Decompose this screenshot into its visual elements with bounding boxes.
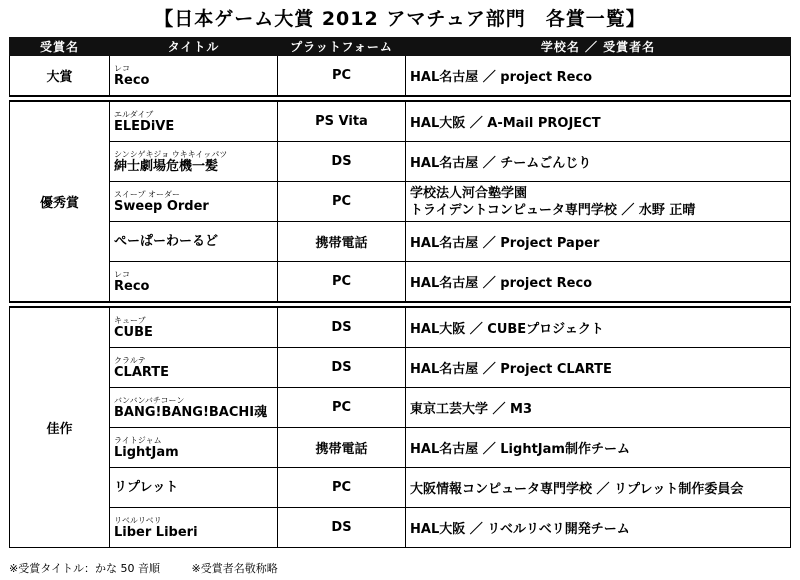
table-row [10,142,791,182]
table-row [10,348,791,388]
school-cell: HAL大阪 ／ CUBEプロジェクト [406,307,791,348]
school-cell: HAL名古屋 ／ Project CLARTE [406,348,791,388]
school-cell: HAL名古屋 ／ チームごんじり [406,142,791,182]
table-row [10,222,791,262]
table-row [10,56,791,97]
platform-cell: PC [278,56,406,97]
title-cell [110,307,278,348]
table-row [10,182,791,222]
title-name: LightJam [114,444,179,460]
title-ruby: シンシゲキジョ ウキキイッパツ [114,149,228,159]
school-cell [406,182,791,222]
title-ruby: キューブ [114,315,146,325]
header-school: 学校名 ／ 受賞者名 [406,38,791,56]
page-title: 【日本ゲーム大賞 2012 アマチュア部門 各賞一覧】 [154,8,646,30]
award-name: 優秀賞 [10,101,110,302]
table-row [10,508,791,548]
award-name: 佳作 [10,307,110,548]
school-line-2: トライデントコンピュータ専門学校 ／ 水野 正晴 [410,202,696,218]
title-name: Reco [114,278,150,294]
school-cell: HAL名古屋 ／ Project Paper [406,222,791,262]
title-name: Sweep Order [114,198,209,214]
school-cell: HAL名古屋 ／ project Reco [406,56,791,97]
awards-table [9,37,791,548]
table-row [10,428,791,468]
platform-cell: PC [278,468,406,508]
title-ruby: レコ [114,269,130,279]
school-cell: 東京工芸大学 ／ M3 [406,388,791,428]
school-cell: 大阪情報コンピュータ専門学校 ／ リプレット制作委員会 [406,468,791,508]
table-row [10,388,791,428]
award-name: 大賞 [10,56,110,97]
title-name: CUBE [114,324,153,340]
title-name: リプレット [114,480,179,495]
title-ruby: クラルテ [114,355,146,365]
title-cell [110,142,278,182]
title-name: Liber Liberi [114,524,198,540]
title-ruby: レコ [114,63,130,73]
platform-cell: 携帯電話 [278,222,406,262]
platform-cell: PS Vita [278,101,406,142]
table-row [10,101,791,142]
footnote-order: ※受賞タイトル：かな 50 音順 [9,562,160,575]
platform-cell: 携帯電話 [278,428,406,468]
platform-cell: DS [278,508,406,548]
title-cell [110,388,278,428]
school-line-1: 学校法人河合塾学園 [410,185,528,201]
platform-cell: PC [278,182,406,222]
header-platform: プラットフォーム [278,38,406,56]
title-ruby: スイープ オーダー [114,189,180,199]
platform-cell: PC [278,388,406,428]
title-name: ぺーぱーわーるど [114,234,219,249]
title-ruby: リベルリベリ [114,515,162,525]
platform-cell: DS [278,348,406,388]
footnotes [9,560,306,576]
table-row [10,307,791,348]
header-award: 受賞名 [10,38,110,56]
table-row [10,262,791,303]
title-cell [110,182,278,222]
table-row [10,468,791,508]
title-name: ELEDiVE [114,118,175,134]
title-cell [110,348,278,388]
title-name: BANG!BANG!BACHI魂 [114,404,268,420]
title-name: CLARTE [114,364,170,380]
title-cell [110,262,278,303]
title-ruby: エルダイブ [114,109,154,119]
title-ruby: ライトジャム [114,435,162,445]
header-title: タイトル [110,38,278,56]
title-ruby: バンバンバチコーン [114,395,185,405]
footnote-honorific: ※受賞者名敬称略 [191,562,278,575]
title-cell [110,468,278,508]
title-cell [110,428,278,468]
title-cell [110,222,278,262]
table-header-row [10,38,791,56]
platform-cell: DS [278,142,406,182]
platform-cell: PC [278,262,406,303]
title-cell [110,101,278,142]
platform-cell: DS [278,307,406,348]
title-name: Reco [114,72,150,88]
school-cell: HAL名古屋 ／ project Reco [406,262,791,303]
school-cell: HAL名古屋 ／ LightJam制作チーム [406,428,791,468]
title-cell [110,56,278,97]
title-cell [110,508,278,548]
school-cell: HAL大阪 ／ A-Mail PROJECT [406,101,791,142]
title-name: 紳士劇場危機一髪 [114,158,219,174]
school-cell: HAL大阪 ／ リベルリベリ開発チーム [406,508,791,548]
